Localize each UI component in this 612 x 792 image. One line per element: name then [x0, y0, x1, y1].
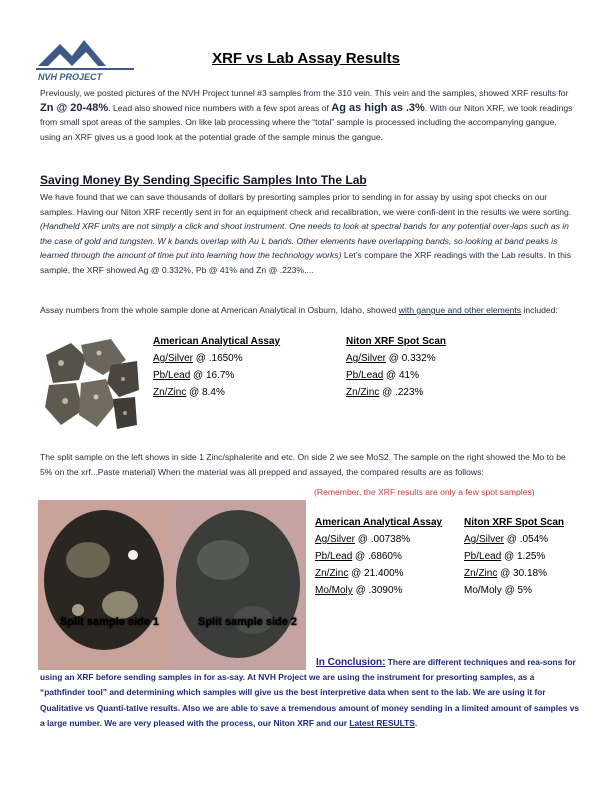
- assay-intro: Assay numbers from the whole sample done at American Analytical in Osburn, Idaho, showed with gangue and other elements included:: [40, 305, 558, 315]
- table-row: Pb/Lead @ 16.7%: [153, 370, 235, 381]
- xrf-note: (Remember, the XRF results are only a few spot samples): [314, 487, 535, 497]
- table-row: Pb/Lead @ .6860%: [315, 551, 402, 562]
- float-spacer: [40, 655, 316, 670]
- table-row: Pb/Lead @ 41%: [346, 370, 419, 381]
- split-sample-photo: [38, 500, 306, 670]
- logo-text: NVH PROJECT: [38, 72, 103, 82]
- lab-assay-table-1: [153, 333, 280, 401]
- table-row: Mo/Moly @ 5%: [464, 585, 532, 596]
- rock-samples-photo: [41, 335, 141, 433]
- xrf-scan-table-1: [346, 333, 446, 401]
- table-row: Pb/Lead @ 1.25%: [464, 551, 546, 562]
- table-row: Ag/Silver @ .1650%: [153, 353, 243, 364]
- table-row: Ag/Silver @ .054%: [464, 534, 549, 545]
- intro-paragraph: Previously, we posted pictures of the NVH Project tunnel #3 samples from the 310 vein. This vein and the samples, showed XRF results for Zn @ 20-48%. Lead also showed nice numbers with a few spot areas of Ag as high as .3%. With our Niton XRF, we took readings from small spot areas of the samples. On like lab processing where the “total” sample is processed including the accompanying gangue, using an XRF gives us a good look at the potential grade of the sample minus the gangue.: [40, 88, 573, 142]
- caption-side-2: Split sample side 2: [198, 616, 298, 628]
- lab-header: American Analytical Assay: [315, 517, 443, 528]
- table-row: Zn/Zinc @ 30.18%: [464, 568, 547, 579]
- caption-side-1: Split sample side 1: [60, 616, 160, 628]
- lab-header: American Analytical Assay: [153, 336, 281, 347]
- table-row: Zn/Zinc @ .223%: [346, 387, 424, 398]
- table-row: Ag/Silver @ 0.332%: [346, 353, 436, 364]
- xrf-header: Niton XRF Spot Scan: [346, 336, 446, 347]
- page-title: XRF vs Lab Assay Results: [212, 50, 400, 67]
- conclusion-heading: In Conclusion:: [316, 657, 386, 668]
- table-row: Mo/Moly @ .3090%: [315, 585, 403, 596]
- conclusion-paragraph: In Conclusion: There are different techniques and rea-sons for using an XRF before sending samples in for as-say. At NVH Project we are using the instrument for presorting samples, as a “pathfinder tool” and determining which samples will give us the best interpretive data when sent to the lab. We are using it for Qualitative vs Quanti-tative results. Also we are able to save a tremendous amount of money sending in a limited amount of samples vs a large number. We are very pleased with the process, our Niton XRF and our Latest RESULTS.: [40, 657, 580, 728]
- saving-paragraph: We have found that we can save thousands of dollars by presorting samples prior to sending in for assay by using spot checks on our samples. Having our Niton XRF recently sent in for an equipment check and recalibration, we were confi-dent in the results we were sorting. (Handheld XRF units are not simply a click and shoot instrument. One needs to look at spectral bands for any potential over-laps such as in the case of gold and tungsten. W k bands overlap with Au L bands. Other elements have overlapping bands, so looking at band peaks is learned through the amount of time put into learning how the technology works) Let’s compare the XRF readings with the Lab results. In this sample, the XRF showed Ag @ 0.332%, Pb @ 41% and Zn @ .223%....: [40, 192, 572, 275]
- latest-results-link[interactable]: Latest RESULTS: [349, 717, 415, 728]
- xrf-header: Niton XRF Spot Scan: [464, 517, 564, 528]
- lab-assay-table-2: [315, 514, 442, 599]
- split-paragraph: The split sample on the left shows in side 1 Zinc/sphalerite and etc. On side 2 we see MoS2. The sample on the right showed the Mo to be 5% on the xrf...Paste material) When the material was all prepped and assayed, the compared results are as follows:: [40, 452, 566, 477]
- table-row: Ag/Silver @ .00738%: [315, 534, 411, 545]
- xrf-scan-table-2: [464, 514, 564, 599]
- section-heading: Saving Money By Sending Specific Samples Into The Lab: [40, 173, 367, 187]
- table-row: Zn/Zinc @ 8.4%: [153, 387, 225, 398]
- table-row: Zn/Zinc @ 21.400%: [315, 568, 404, 579]
